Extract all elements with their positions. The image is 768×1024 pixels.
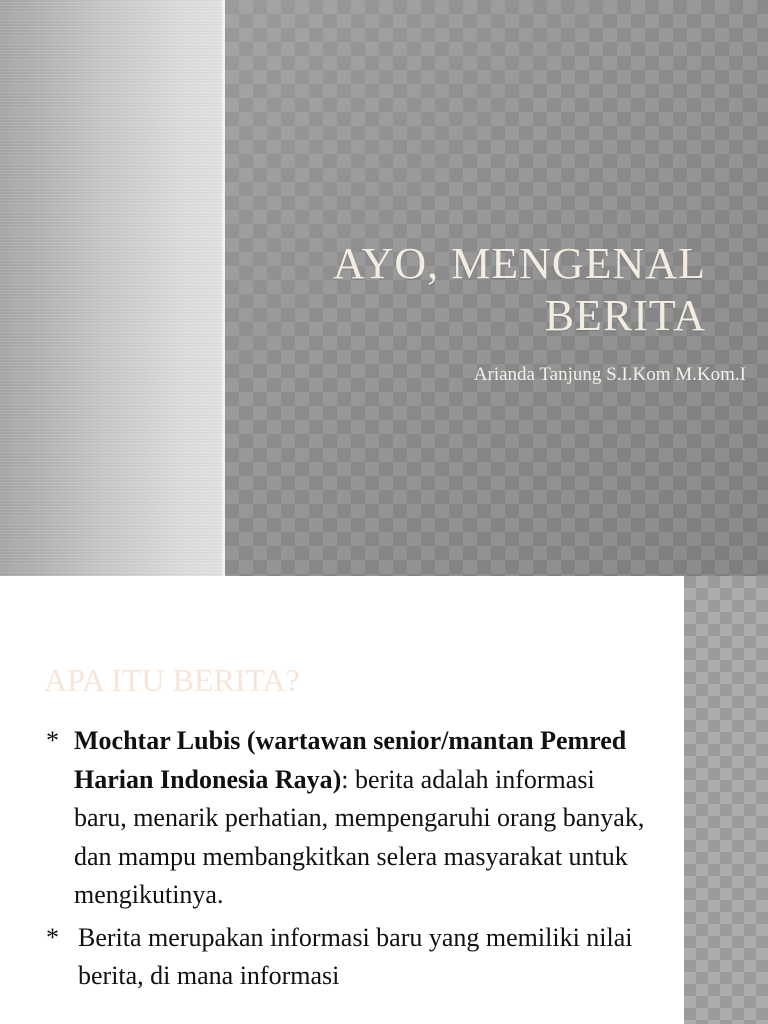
bullet-marker: * xyxy=(46,726,59,755)
definition-paragraph-1 xyxy=(46,722,646,915)
slide-heading: APA ITU BERITA? xyxy=(44,662,300,698)
source-attribution: Mochtar Lubis (wartawan senior/mantan Pemred Harian Indonesia Raya) xyxy=(74,726,627,794)
slide-title-line-2: BERITA xyxy=(544,291,706,340)
slide-subtitle-author: Arianda Tanjung S.I.Kom M.Kom.I xyxy=(473,364,746,385)
slide-title xyxy=(246,238,706,342)
slide-left-panel xyxy=(0,0,222,576)
definition-paragraph-2 xyxy=(46,919,646,996)
slide-title-line-1: AYO, MENGENAL xyxy=(332,239,706,288)
slide-patterned-strip xyxy=(684,576,768,1024)
definition-text: : berita adalah informasi baru, menarik perhatian, mempengaruhi orang banyak, dan mampu membangkitkan selera masyarakat untuk mengikutinya. xyxy=(74,764,645,909)
definition-text: Berita merupakan informasi baru yang memiliki nilai berita, di mana informasi xyxy=(78,922,633,990)
bullet-marker: * xyxy=(46,922,59,952)
slide-body xyxy=(46,722,646,996)
content-slide xyxy=(0,576,768,1024)
